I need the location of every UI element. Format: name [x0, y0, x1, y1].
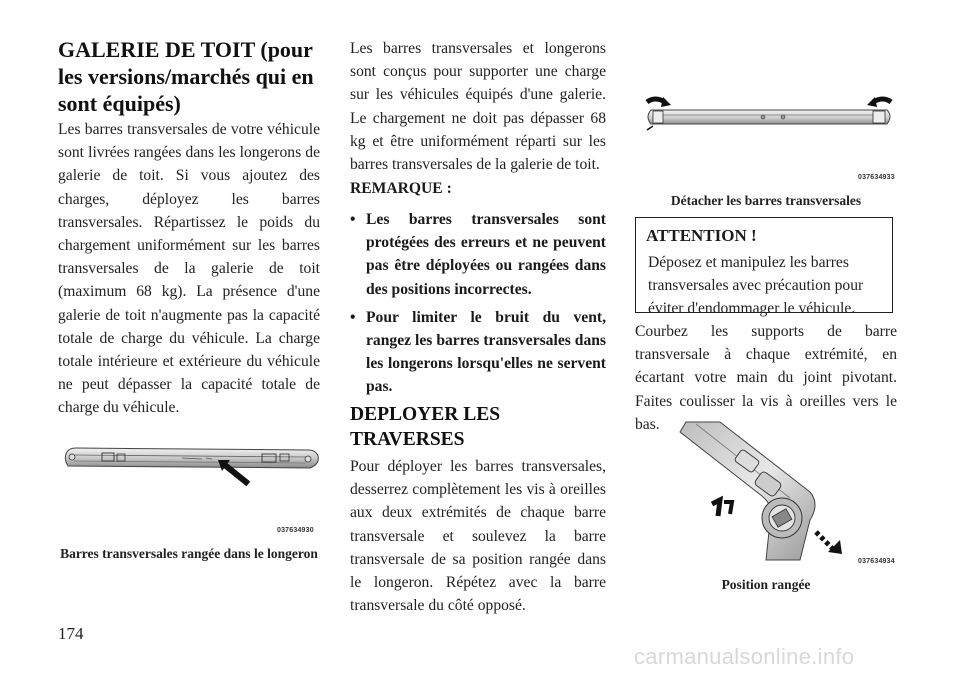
crossbar-detach-illustration [643, 96, 895, 136]
note-bullet: • Pour limiter le bruit du vent, rangez les barres transversales dans les longerons lorsqu'elles ne servent pas. [350, 306, 606, 399]
instruction-paragraph: Courbez les supports de barre transversale à chaque extrémité, en écartant votre main du joint pivotant. Faites coulisser la vis à oreilles vers le bas. [635, 323, 897, 433]
figure-caption: Barres transversales rangée dans le longeron [60, 546, 318, 561]
warning-box [635, 217, 893, 317]
note-label: REMARQUE : [350, 180, 452, 197]
figure-caption: Détacher les barres transversales [670, 193, 862, 208]
section-heading: DEPLOYER LES TRAVERSES [350, 404, 501, 450]
intro-paragraph: Les barres transversales de votre véhicule sont livrées rangées dans les longerons de galerie de toit. Si vous ajoutez des charges, déployez les barres transversales. Répartissez le poids du chargement uniformément sur les barres transversales de la galerie de toit (maximum 68 kg). La présence d'une galerie de toit n'augmente pas la capacité totale de charge du véhicule. La charge totale intérieure et extérieure du véhicule ne peut dépasser la capacité totale de charge du véhicule. [58, 121, 320, 417]
watermark: carmanualsonline.info [634, 644, 855, 669]
note-list [350, 208, 606, 404]
page-number: 174 [58, 624, 84, 643]
middle-intro-paragraph: Les barres transversales et longerons sont conçus pour supporter une charge sur les véhicules équipés d'une galerie. Le chargement ne doit pas dépasser 68 kg et être uniformément réparti sur les barres transversales de la galerie de toit. [350, 40, 606, 174]
figure-code: 037634930 [277, 527, 314, 534]
figure-caption: Position rangée [721, 577, 811, 592]
stowed-position-illustration [650, 420, 862, 560]
warning-title: ATTENTION ! [646, 226, 757, 245]
section-paragraph: Pour déployer les barres transversales, desserrez complètement les vis à oreilles aux deux extrémités de chaque barre transversale et soulevez la barre transversale de sa position rangée dans le longeron. Répétez avec la barre transversale du côté opposé. [350, 458, 606, 615]
warning-text: Déposez et manipulez les barres transversales avec précaution pour éviter d'endommager le véhicule. [648, 254, 864, 317]
figure-code: 037634933 [858, 174, 895, 181]
page-title: GALERIE DE TOIT (pour les versions/marchés qui en sont équipés) [58, 37, 314, 116]
figure-code: 037634934 [858, 558, 895, 565]
crossbar-stowed-illustration [62, 446, 320, 526]
note-bullet: • Les barres transversales sont protégées des erreurs et ne peuvent pas être déployées ou rangées dans des positions incorrectes. [350, 208, 606, 301]
